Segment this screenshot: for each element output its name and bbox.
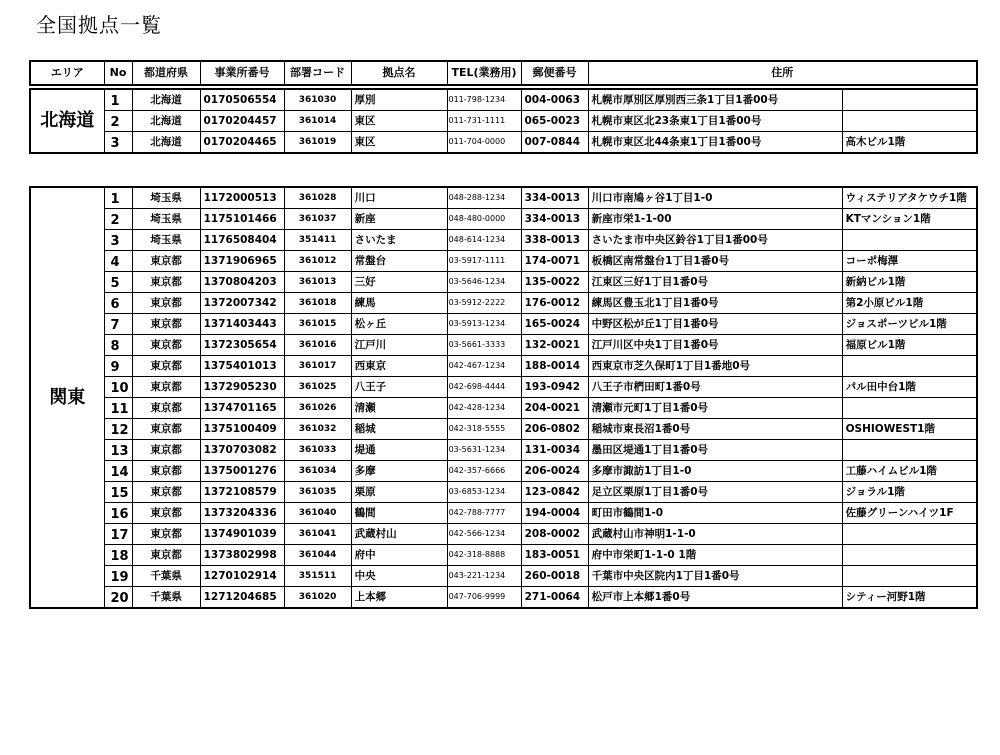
cell-building (842, 440, 977, 461)
cell-pref: 埼玉県 (132, 187, 200, 209)
cell-base: 東区 (351, 111, 447, 132)
cell-zip: 188-0014 (521, 356, 588, 377)
cell-address: 西東京市芝久保町1丁目1番地0号 (588, 356, 842, 377)
cell-address: 江戸川区中央1丁目1番0号 (588, 335, 842, 356)
table-row (30, 566, 977, 587)
cell-dept: 361017 (284, 356, 351, 377)
cell-pref: 東京都 (132, 545, 200, 566)
cell-no: 10 (104, 377, 132, 398)
cell-tel: 042-566-1234 (447, 524, 521, 545)
cell-dept: 361028 (284, 187, 351, 209)
cell-address: 府中市栄町1-1-0 1階 (588, 545, 842, 566)
cell-zip: 183-0051 (521, 545, 588, 566)
table-row (30, 503, 977, 524)
cell-zip: 206-0802 (521, 419, 588, 440)
cell-address: 多摩市諏訪1丁目1-0 (588, 461, 842, 482)
cell-base: 武蔵村山 (351, 524, 447, 545)
cell-building: パル田中台1階 (842, 377, 977, 398)
cell-zip: 165-0024 (521, 314, 588, 335)
cell-office: 1371403443 (200, 314, 284, 335)
cell-office: 1372007342 (200, 293, 284, 314)
cell-tel: 048-288-1234 (447, 187, 521, 209)
header-addr: 住所 (588, 61, 977, 85)
table-row (30, 187, 977, 209)
cell-office: 1270102914 (200, 566, 284, 587)
cell-building: ウィステリアタケウチ1階 (842, 187, 977, 209)
cell-base: 府中 (351, 545, 447, 566)
cell-pref: 東京都 (132, 440, 200, 461)
cell-office: 1370703082 (200, 440, 284, 461)
cell-office: 1176508404 (200, 230, 284, 251)
cell-pref: 北海道 (132, 89, 200, 111)
header-zip: 郵便番号 (521, 61, 588, 85)
cell-base: さいたま (351, 230, 447, 251)
cell-dept: 361041 (284, 524, 351, 545)
cell-office: 1375100409 (200, 419, 284, 440)
cell-dept: 361020 (284, 587, 351, 609)
cell-base: 西東京 (351, 356, 447, 377)
table-row (30, 377, 977, 398)
cell-tel: 03-5631-1234 (447, 440, 521, 461)
cell-base: 堤通 (351, 440, 447, 461)
cell-building: コーポ梅澤 (842, 251, 977, 272)
cell-office: 1172000513 (200, 187, 284, 209)
cell-building (842, 356, 977, 377)
cell-dept: 361033 (284, 440, 351, 461)
cell-pref: 千葉県 (132, 566, 200, 587)
cell-no: 4 (104, 251, 132, 272)
table-row (30, 293, 977, 314)
table-row (30, 398, 977, 419)
cell-office: 1175101466 (200, 209, 284, 230)
cell-office: 0170204465 (200, 132, 284, 154)
table-row (30, 111, 977, 132)
cell-zip: 174-0071 (521, 251, 588, 272)
cell-address: 板橋区南常盤台1丁目1番0号 (588, 251, 842, 272)
cell-dept: 361014 (284, 111, 351, 132)
table-row (30, 335, 977, 356)
page-title: 全国拠点一覧 (36, 13, 162, 37)
cell-dept: 361044 (284, 545, 351, 566)
cell-building: 新納ビル1階 (842, 272, 977, 293)
cell-address: さいたま市中央区鈴谷1丁目1番00号 (588, 230, 842, 251)
cell-base: 江戸川 (351, 335, 447, 356)
cell-address: 札幌市東区北23条東1丁目1番00号 (588, 111, 842, 132)
cell-no: 6 (104, 293, 132, 314)
cell-no: 3 (104, 132, 132, 154)
table-row (30, 251, 977, 272)
cell-tel: 03-5912-2222 (447, 293, 521, 314)
cell-zip: 271-0064 (521, 587, 588, 609)
header-pref: 都道府県 (132, 61, 200, 85)
cell-zip: 338-0013 (521, 230, 588, 251)
cell-address: 札幌市東区北44条東1丁目1番00号 (588, 132, 842, 154)
cell-no: 12 (104, 419, 132, 440)
cell-address: 武蔵村山市神明1-1-0 (588, 524, 842, 545)
cell-no: 5 (104, 272, 132, 293)
cell-pref: 東京都 (132, 482, 200, 503)
cell-tel: 048-614-1234 (447, 230, 521, 251)
table-row (30, 209, 977, 230)
cell-dept: 361030 (284, 89, 351, 111)
cell-building: シティー河野1階 (842, 587, 977, 609)
cell-zip: 194-0004 (521, 503, 588, 524)
cell-dept: 361037 (284, 209, 351, 230)
cell-base: 多摩 (351, 461, 447, 482)
cell-tel: 011-798-1234 (447, 89, 521, 111)
cell-tel: 03-5913-1234 (447, 314, 521, 335)
cell-building: 高木ビル1階 (842, 132, 977, 154)
cell-office: 1374701165 (200, 398, 284, 419)
cell-pref: 北海道 (132, 111, 200, 132)
cell-pref: 東京都 (132, 419, 200, 440)
table-row (30, 89, 977, 111)
cell-address: 稲城市東長沼1番0号 (588, 419, 842, 440)
cell-building: KTマンション1階 (842, 209, 977, 230)
header-base: 拠点名 (351, 61, 447, 85)
table-header (29, 60, 978, 86)
cell-address: 川口市南鳩ヶ谷1丁目1-0 (588, 187, 842, 209)
cell-zip: 004-0063 (521, 89, 588, 111)
cell-building: 工藤ハイムビル1階 (842, 461, 977, 482)
cell-office: 1371906965 (200, 251, 284, 272)
cell-address: 墨田区堤通1丁目1番0号 (588, 440, 842, 461)
table-row (30, 587, 977, 609)
area-name: 関東 (30, 187, 104, 608)
cell-no: 13 (104, 440, 132, 461)
header-no: No (104, 61, 132, 85)
table-row (30, 461, 977, 482)
cell-dept: 351411 (284, 230, 351, 251)
cell-base: 稲城 (351, 419, 447, 440)
cell-tel: 047-706-9999 (447, 587, 521, 609)
table-row (30, 132, 977, 154)
cell-address: 千葉市中央区院内1丁目1番0号 (588, 566, 842, 587)
cell-pref: 東京都 (132, 377, 200, 398)
cell-address: 中野区松が丘1丁目1番0号 (588, 314, 842, 335)
cell-tel: 042-467-1234 (447, 356, 521, 377)
cell-pref: 北海道 (132, 132, 200, 154)
cell-office: 1372305654 (200, 335, 284, 356)
cell-base: 三好 (351, 272, 447, 293)
cell-office: 1375401013 (200, 356, 284, 377)
cell-dept: 361035 (284, 482, 351, 503)
cell-building (842, 89, 977, 111)
cell-pref: 東京都 (132, 503, 200, 524)
cell-building (842, 230, 977, 251)
cell-no: 19 (104, 566, 132, 587)
cell-tel: 011-704-0000 (447, 132, 521, 154)
cell-pref: 東京都 (132, 335, 200, 356)
table-row (30, 545, 977, 566)
cell-dept: 361015 (284, 314, 351, 335)
cell-address: 八王子市椚田町1番0号 (588, 377, 842, 398)
header-dept: 部署コード (284, 61, 351, 85)
cell-no: 8 (104, 335, 132, 356)
cell-no: 9 (104, 356, 132, 377)
cell-no: 18 (104, 545, 132, 566)
cell-base: 八王子 (351, 377, 447, 398)
cell-address: 練馬区豊玉北1丁目1番0号 (588, 293, 842, 314)
cell-pref: 千葉県 (132, 587, 200, 609)
cell-no: 14 (104, 461, 132, 482)
cell-pref: 東京都 (132, 524, 200, 545)
cell-pref: 東京都 (132, 461, 200, 482)
cell-base: 中央 (351, 566, 447, 587)
cell-zip: 334-0013 (521, 209, 588, 230)
cell-address: 松戸市上本郷1番0号 (588, 587, 842, 609)
cell-pref: 埼玉県 (132, 209, 200, 230)
cell-tel: 048-480-0000 (447, 209, 521, 230)
cell-base: 鶴間 (351, 503, 447, 524)
cell-tel: 03-5646-1234 (447, 272, 521, 293)
cell-pref: 東京都 (132, 251, 200, 272)
cell-dept: 361025 (284, 377, 351, 398)
cell-no: 1 (104, 89, 132, 111)
cell-zip: 123-0842 (521, 482, 588, 503)
header-tel: TEL(業務用) (447, 61, 521, 85)
cell-pref: 埼玉県 (132, 230, 200, 251)
cell-tel: 042-357-6666 (447, 461, 521, 482)
header-area: エリア (30, 61, 104, 85)
cell-office: 1373204336 (200, 503, 284, 524)
cell-zip: 176-0012 (521, 293, 588, 314)
table-row (30, 272, 977, 293)
area-table-hokkaido (29, 88, 978, 154)
cell-pref: 東京都 (132, 356, 200, 377)
cell-tel: 042-428-1234 (447, 398, 521, 419)
cell-base: 清瀬 (351, 398, 447, 419)
cell-address: 町田市鶴間1-0 (588, 503, 842, 524)
cell-dept: 361034 (284, 461, 351, 482)
cell-pref: 東京都 (132, 272, 200, 293)
table-row (30, 230, 977, 251)
cell-tel: 042-788-7777 (447, 503, 521, 524)
cell-base: 川口 (351, 187, 447, 209)
cell-pref: 東京都 (132, 398, 200, 419)
table-row (30, 482, 977, 503)
cell-building (842, 398, 977, 419)
cell-dept: 361019 (284, 132, 351, 154)
area-name: 北海道 (30, 89, 104, 153)
cell-dept: 361018 (284, 293, 351, 314)
cell-dept: 361032 (284, 419, 351, 440)
cell-tel: 03-5917-1111 (447, 251, 521, 272)
cell-office: 1372108579 (200, 482, 284, 503)
cell-base: 厚別 (351, 89, 447, 111)
cell-office: 1372905230 (200, 377, 284, 398)
cell-base: 常盤台 (351, 251, 447, 272)
cell-tel: 042-318-5555 (447, 419, 521, 440)
cell-office: 1373802998 (200, 545, 284, 566)
cell-tel: 043-221-1234 (447, 566, 521, 587)
cell-building: ジョスポーツビル1階 (842, 314, 977, 335)
cell-building (842, 111, 977, 132)
cell-base: 練馬 (351, 293, 447, 314)
cell-zip: 206-0024 (521, 461, 588, 482)
cell-no: 17 (104, 524, 132, 545)
cell-base: 栗原 (351, 482, 447, 503)
table-row (30, 419, 977, 440)
cell-pref: 東京都 (132, 314, 200, 335)
cell-zip: 260-0018 (521, 566, 588, 587)
cell-office: 1370804203 (200, 272, 284, 293)
cell-zip: 208-0002 (521, 524, 588, 545)
cell-office: 1271204685 (200, 587, 284, 609)
cell-no: 11 (104, 398, 132, 419)
cell-tel: 042-698-4444 (447, 377, 521, 398)
cell-building (842, 524, 977, 545)
cell-office: 0170506554 (200, 89, 284, 111)
cell-tel: 011-731-1111 (447, 111, 521, 132)
cell-dept: 351511 (284, 566, 351, 587)
cell-zip: 131-0034 (521, 440, 588, 461)
cell-zip: 334-0013 (521, 187, 588, 209)
cell-no: 3 (104, 230, 132, 251)
cell-office: 1374901039 (200, 524, 284, 545)
cell-address: 札幌市厚別区厚別西三条1丁目1番00号 (588, 89, 842, 111)
cell-address: 清瀬市元町1丁目1番0号 (588, 398, 842, 419)
cell-zip: 132-0021 (521, 335, 588, 356)
cell-base: 東区 (351, 132, 447, 154)
area-table-kanto (29, 186, 978, 609)
cell-no: 15 (104, 482, 132, 503)
cell-tel: 03-5661-3333 (447, 335, 521, 356)
cell-office: 0170204457 (200, 111, 284, 132)
cell-zip: 135-0022 (521, 272, 588, 293)
table-row (30, 314, 977, 335)
cell-no: 1 (104, 187, 132, 209)
cell-base: 新座 (351, 209, 447, 230)
cell-dept: 361012 (284, 251, 351, 272)
cell-zip: 065-0023 (521, 111, 588, 132)
cell-zip: 204-0021 (521, 398, 588, 419)
cell-zip: 193-0942 (521, 377, 588, 398)
table-row (30, 440, 977, 461)
cell-no: 7 (104, 314, 132, 335)
cell-dept: 361040 (284, 503, 351, 524)
cell-building: ジョラル1階 (842, 482, 977, 503)
cell-zip: 007-0844 (521, 132, 588, 154)
cell-no: 16 (104, 503, 132, 524)
cell-building: OSHIOWEST1階 (842, 419, 977, 440)
cell-no: 2 (104, 111, 132, 132)
cell-address: 足立区栗原1丁目1番0号 (588, 482, 842, 503)
cell-building (842, 545, 977, 566)
table-row (30, 356, 977, 377)
cell-office: 1375001276 (200, 461, 284, 482)
cell-no: 20 (104, 587, 132, 609)
header-office: 事業所番号 (200, 61, 284, 85)
cell-dept: 361016 (284, 335, 351, 356)
cell-building: 福原ビル1階 (842, 335, 977, 356)
cell-pref: 東京都 (132, 293, 200, 314)
cell-tel: 03-6853-1234 (447, 482, 521, 503)
cell-building: 佐藤グリーンハイツ1F (842, 503, 977, 524)
cell-no: 2 (104, 209, 132, 230)
cell-building (842, 566, 977, 587)
cell-dept: 361026 (284, 398, 351, 419)
cell-base: 上本郷 (351, 587, 447, 609)
cell-tel: 042-318-8888 (447, 545, 521, 566)
cell-dept: 361013 (284, 272, 351, 293)
cell-base: 松ヶ丘 (351, 314, 447, 335)
cell-address: 新座市栄1-1-00 (588, 209, 842, 230)
cell-building: 第2小原ビル1階 (842, 293, 977, 314)
table-row (30, 524, 977, 545)
cell-address: 江東区三好1丁目1番0号 (588, 272, 842, 293)
